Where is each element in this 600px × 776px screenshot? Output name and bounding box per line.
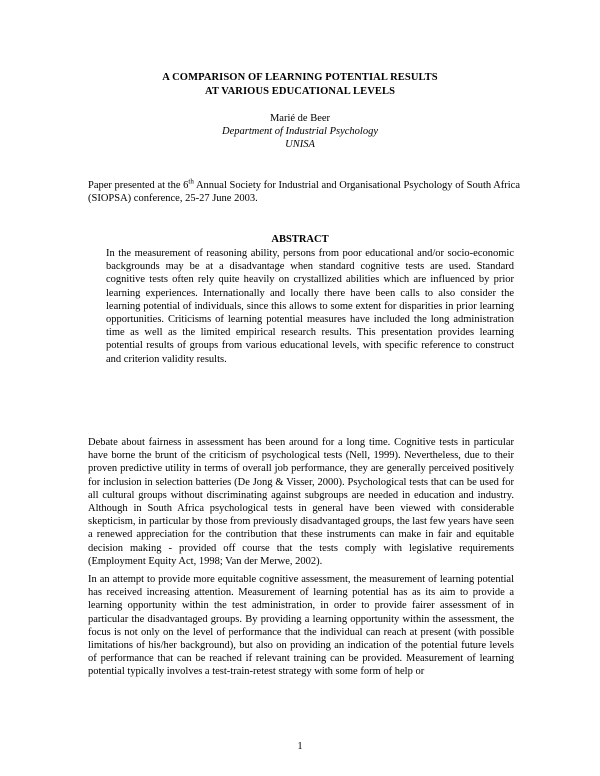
presentation-note [88,179,520,205]
body-paragraph-1: Debate about fairness in assessment has been around for a long time. Cognitive tests in particular have borne the brunt of the criticism of psychological tests (Nell, 1999). Nevertheless, due to their proven predictive utility in terms of overall job performance, they are generally perceived positively for inclusion in selection batteries (De Jong & Visser, 2000). Psychological tests that can be used for all cultural groups without discriminating against subgroups are needed in education and industry. Although in South Africa psychological tests in general have been viewed with considerable skepticism, in particular by those from previously disadvantaged groups, the last few years have seen a renewed appreciation for the contribution that these instruments can make in fair and equitable decision making - provided off course that the tests comply with legislative requirements (Employment Equity Act, 1998; Van der Merwe, 2002). [88,437,514,567]
paper-title-line-1: A COMPARISON OF LEARNING POTENTIAL RESULTS [162,72,438,83]
presentation-note-after: Annual Society for Industrial and Organisational Psychology of South Africa (SIOPSA) conference, 25-27 June 2003. [88,180,521,205]
author-institution: UNISA [285,139,315,150]
abstract-text: In the measurement of reasoning ability, persons from poor educational and/or socio-economic backgrounds may be at a disadvantage when standard cognitive tests are used. Standard cognitive tests often rely quite heavily on crystallized abilities which are influenced by prior learning experiences. Internationally and locally there have been calls to also consider the learning potential of individuals, since this allows to some extent for disparities in prior learning opportunities. Criticisms of learning potential measures have included the long administration time as well as the limited empirical research results. This presentation provides learning potential results of groups from various educational levels, with specific reference to construct and criterion validity results. [106,248,514,365]
author-department: Department of Industrial Psychology [221,126,379,137]
paper-title-line-2: AT VARIOUS EDUCATIONAL LEVELS [204,86,396,97]
body-paragraph-2: In an attempt to provide more equitable cognitive assessment, the measurement of learning potential has received increasing attention. Measurement of learning potential has as its aim to provide a learning opportunity within the test administration, in order to provide fairer assessment of in particular the disadvantaged groups. By providing a learning opportunity within the assessment, the focus is not only on the level of performance that the individual can reach at present (with possible limitations of his/her background), but also on providing an indication of the potential future levels of performance that can be reached if relevant training can be provided. Measurement of learning potential typically involves a test-train-retest strategy with some form of help or [88,574,514,678]
page-number: 1 [297,741,303,752]
author-name: Marié de Beer [269,113,331,124]
presentation-note-before: Paper presented at the 6 [88,180,189,191]
presentation-note-superscript: th [188,177,194,186]
abstract-heading: ABSTRACT [271,234,329,245]
